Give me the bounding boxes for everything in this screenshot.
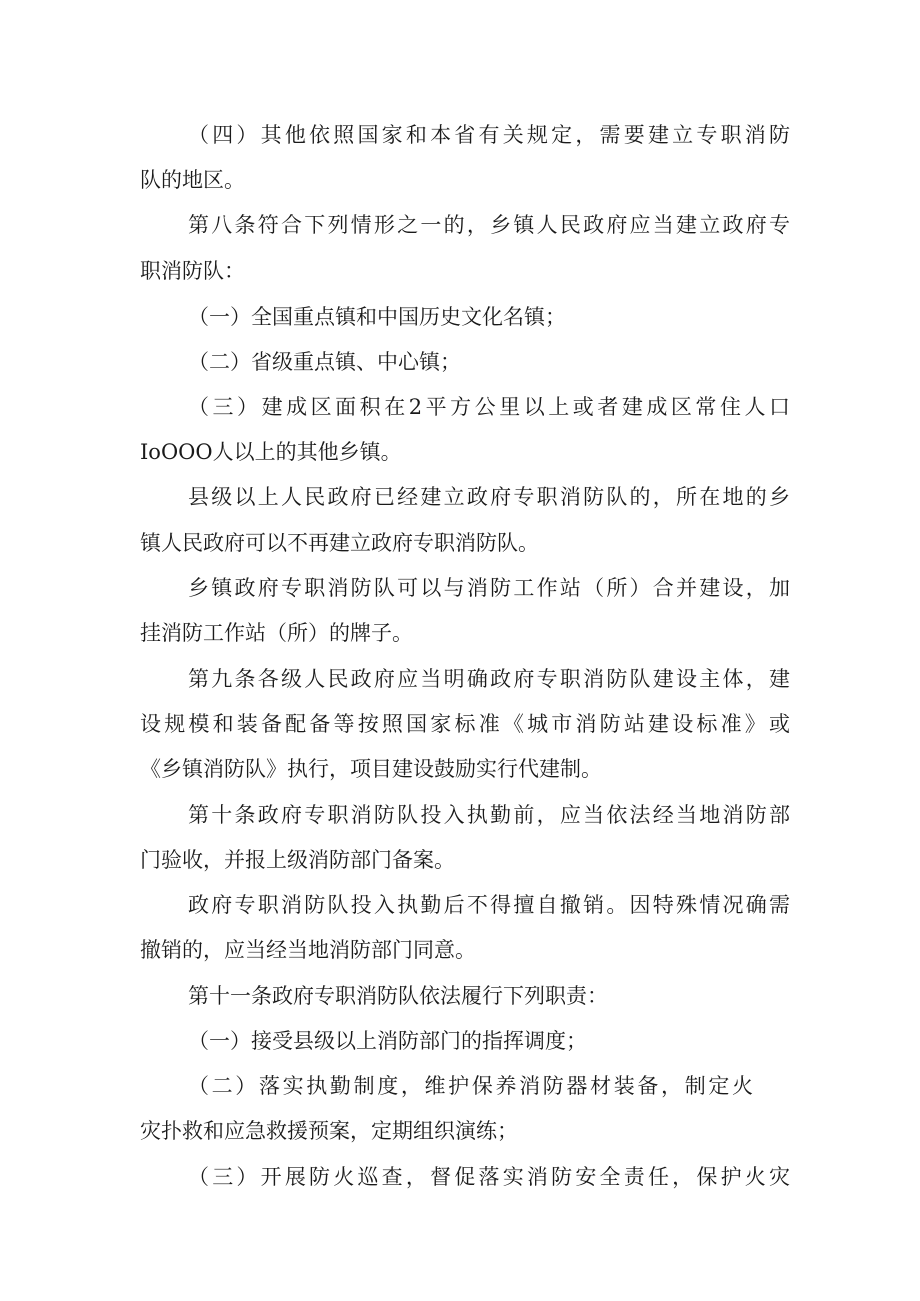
text-line: 第十条政府专职消防队投入执勤前，应当依法经当地消防部: [188, 803, 790, 827]
text-line: （三）开展防火巡查，督促落实消防安全责任，保护火灾: [188, 1165, 790, 1189]
text-line: 灾扑救和应急救援预案，定期组织演练；: [140, 1119, 518, 1143]
text-line: 政府专职消防队投入执勤后不得擅自撤销。因特殊情况确需: [188, 893, 790, 917]
text-line: （三）建成区面积在2平方公里以上或者建成区常住人口: [188, 395, 790, 419]
text-line: （二）省级重点镇、中心镇；: [188, 350, 461, 374]
text-line: （二）落实执勤制度，维护保养消防器材装备，制定火: [188, 1074, 753, 1098]
text-line: 县级以上人民政府已经建立政府专职消防队的，所在地的乡: [188, 485, 790, 509]
text-line: 队的地区。: [140, 168, 245, 192]
text-line: 挂消防工作站（所）的牌子。: [140, 621, 413, 645]
text-line: 撤销的，应当经当地消防部门同意。: [140, 938, 476, 962]
text-line: 设规模和装备配备等按照国家标准《城市消防站建设标准》或: [140, 712, 790, 736]
text-line: 乡镇政府专职消防队可以与消防工作站（所）合并建设，加: [188, 576, 790, 600]
text-line: 《乡镇消防队》执行，项目建设鼓励实行代建制。: [140, 757, 602, 781]
text-line: （四）其他依照国家和本省有关规定，需要建立专职消防: [188, 123, 790, 147]
text-line: 镇人民政府可以不再建立政府专职消防队。: [140, 531, 539, 555]
text-line: 第九条各级人民政府应当明确政府专职消防队建设主体，建: [188, 667, 790, 691]
text-line: （一）接受县级以上消防部门的指挥调度；: [188, 1029, 587, 1053]
text-line: IoOOO人以上的其他乡镇。: [140, 440, 402, 464]
text-line: 职消防队：: [140, 259, 245, 283]
text-line: 第八条符合下列情形之一的，乡镇人民政府应当建立政府专: [188, 213, 790, 237]
text-line: 门验收，并报上级消防部门备案。: [140, 848, 455, 872]
text-line: （一）全国重点镇和中国历史文化名镇；: [188, 305, 566, 329]
text-line: 第十一条政府专职消防队依法履行下列职责：: [188, 984, 608, 1008]
